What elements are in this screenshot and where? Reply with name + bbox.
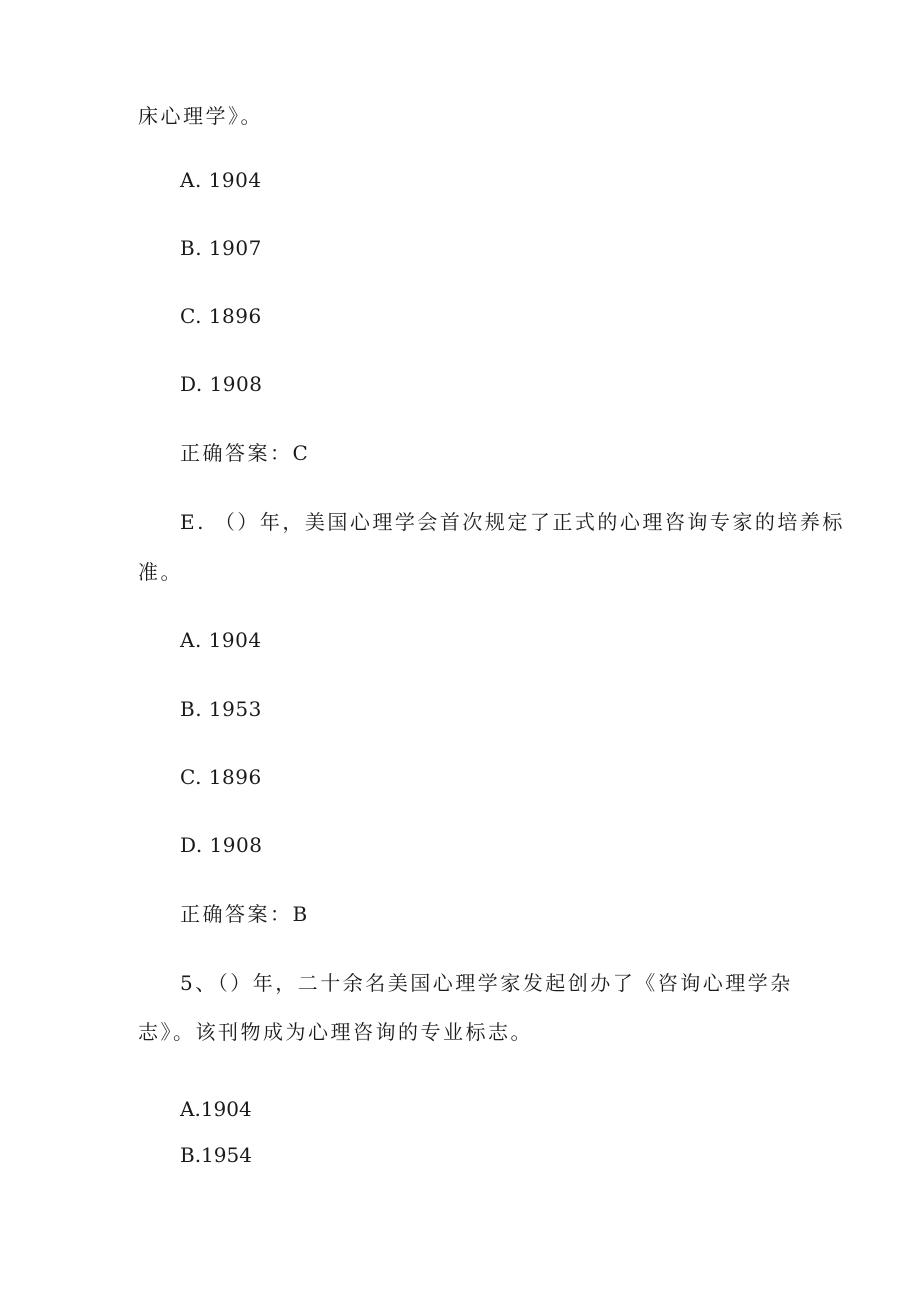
- option-b: B.1954: [180, 1143, 252, 1167]
- option-b: B. 1907: [180, 236, 262, 260]
- option-a: A. 1904: [180, 628, 262, 652]
- option-d: D. 1908: [180, 833, 263, 857]
- answer-text: 正确答案：B: [180, 902, 310, 926]
- continuation-text: 床心理学》。: [138, 104, 263, 128]
- option-c: C. 1896: [180, 765, 262, 789]
- option-c: C. 1896: [180, 304, 262, 328]
- option-d: D. 1908: [180, 372, 263, 396]
- question-stem-continuation: 准。: [138, 560, 183, 584]
- option-a: A. 1904: [180, 168, 262, 192]
- question-stem: 5、（）年，二十余名美国心理学家发起创办了《咨询心理学杂: [180, 971, 793, 995]
- question-stem: E. （）年，美国心理学会首次规定了正式的心理咨询专家的培养标: [180, 510, 845, 534]
- option-b: B. 1953: [180, 697, 262, 721]
- question-stem-continuation: 志》。该刊物成为心理咨询的专业标志。: [138, 1020, 533, 1044]
- answer-text: 正确答案：C: [180, 441, 311, 465]
- option-a: A.1904: [180, 1097, 252, 1121]
